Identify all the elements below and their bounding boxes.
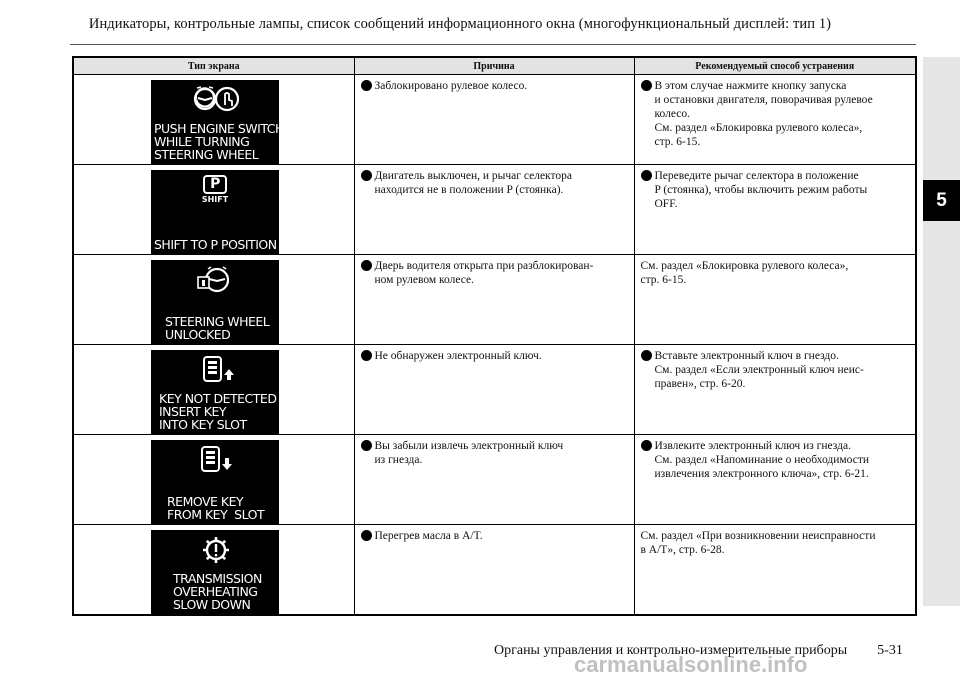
table-header-row	[73, 57, 916, 75]
shift-label: SHIFT	[201, 195, 229, 204]
chapter-side-tab	[923, 57, 960, 606]
chapter-number-tab[interactable]: 5	[923, 180, 960, 221]
bullet-icon	[361, 260, 372, 271]
transmission-gear-warning-icon	[201, 535, 231, 567]
screen-message: SHIFT TO P POSITION	[154, 237, 277, 252]
display-screen	[151, 260, 279, 344]
bullet-icon	[641, 350, 652, 361]
remedy-cell	[634, 75, 916, 165]
footer-section: Органы управления и контрольно-измерительные приборы	[494, 643, 848, 658]
steering-wheel-push-button-icon	[191, 85, 241, 117]
remedy-cell	[634, 255, 916, 345]
remedy-text: В этом случае нажмите кнопку запуска и остановки двигателя, поворачивая рулевое колесо. См. раздел «Блокировка рулевого колеса», стр. 6-15.	[654, 80, 873, 148]
cause-text: Вы забыли извлечь электронный ключ из гнезда.	[374, 440, 564, 466]
screen-cell	[73, 165, 354, 255]
header-cause: Причина	[354, 57, 634, 75]
table-row	[73, 75, 916, 165]
page-header: Индикаторы, контрольные лампы, список сообщений информационного окна (многофункциональный дисплей: тип 1)	[88, 16, 832, 32]
remedy-cell	[634, 165, 916, 255]
bullet-icon	[361, 80, 372, 91]
bullet-icon	[361, 440, 372, 451]
remedy-cell	[634, 525, 916, 616]
shift-p-letter: P	[210, 176, 220, 192]
table-row	[73, 255, 916, 345]
screen-cell	[73, 75, 354, 165]
steering-wheel-key-icon	[197, 265, 233, 297]
bullet-icon	[361, 530, 372, 541]
remedy-cell	[634, 435, 916, 525]
bullet-icon	[361, 170, 372, 181]
cause-cell	[354, 435, 634, 525]
shift-p-icon	[201, 175, 229, 207]
watermark: carmanualsonline.info	[574, 652, 808, 677]
display-screen	[151, 440, 279, 524]
screen-message: PUSH ENGINE SWITCH WHILE TURNING STEERING WHEEL	[154, 121, 284, 162]
bullet-icon	[641, 80, 652, 91]
table-row	[73, 345, 916, 435]
remedy-text: Вставьте электронный ключ в гнездо. См. раздел «Если электронный ключ неис- правен», стр. 6-20.	[654, 350, 864, 390]
header-screen-type: Тип экрана	[73, 57, 354, 75]
key-remove-arrow-down-icon	[197, 445, 233, 477]
remedy-text: См. раздел «Блокировка рулевого колеса», стр. 6-15.	[640, 260, 849, 286]
header-rule	[70, 44, 916, 45]
screen-message: STEERING WHEEL UNLOCKED	[165, 314, 270, 342]
cause-cell	[354, 525, 634, 616]
cause-cell	[354, 255, 634, 345]
display-screen	[151, 170, 279, 254]
table-row	[73, 435, 916, 525]
table-row	[73, 165, 916, 255]
remedy-cell	[634, 345, 916, 435]
cause-cell	[354, 165, 634, 255]
screen-cell	[73, 435, 354, 525]
bullet-icon	[641, 440, 652, 451]
cause-text: Двигатель выключен, и рычаг селектора находится не в положении P (стоянка).	[374, 170, 572, 196]
message-table	[72, 56, 917, 616]
page-number: 5-31	[877, 643, 903, 658]
bullet-icon	[641, 170, 652, 181]
cause-text: Дверь водителя открыта при разблокирован- ном рулевом колесе.	[374, 260, 594, 286]
screen-message: TRANSMISSION OVERHEATING SLOW DOWN	[173, 571, 262, 612]
key-insert-arrow-up-icon	[199, 355, 235, 387]
screen-cell	[73, 255, 354, 345]
screen-cell	[73, 345, 354, 435]
display-screen	[151, 530, 279, 614]
screen-cell	[73, 525, 354, 616]
display-screen	[151, 350, 279, 434]
screen-message: KEY NOT DETECTED INSERT KEY INTO KEY SLOT	[159, 391, 277, 432]
bullet-icon	[361, 350, 372, 361]
screen-message: REMOVE KEY FROM KEY SLOT	[167, 494, 265, 522]
cause-text: Заблокировано рулевое колесо.	[374, 80, 528, 92]
remedy-text: См. раздел «При возникновении неисправности в A/T», стр. 6-28.	[640, 530, 876, 556]
remedy-text: Извлеките электронный ключ из гнезда. См. раздел «Напоминание о необходимости извлечения электронного ключа», стр. 6-21.	[654, 440, 870, 480]
remedy-text: Переведите рычаг селектора в положение P (стоянка), чтобы включить режим работы OFF.	[654, 170, 868, 210]
display-screen	[151, 80, 284, 164]
cause-text: Не обнаружен электронный ключ.	[374, 350, 542, 362]
cause-cell	[354, 345, 634, 435]
cause-cell	[354, 75, 634, 165]
header-remedy: Рекомендуемый способ устранения	[634, 57, 916, 75]
table-row	[73, 525, 916, 616]
cause-text: Перегрев масла в A/T.	[374, 530, 483, 542]
